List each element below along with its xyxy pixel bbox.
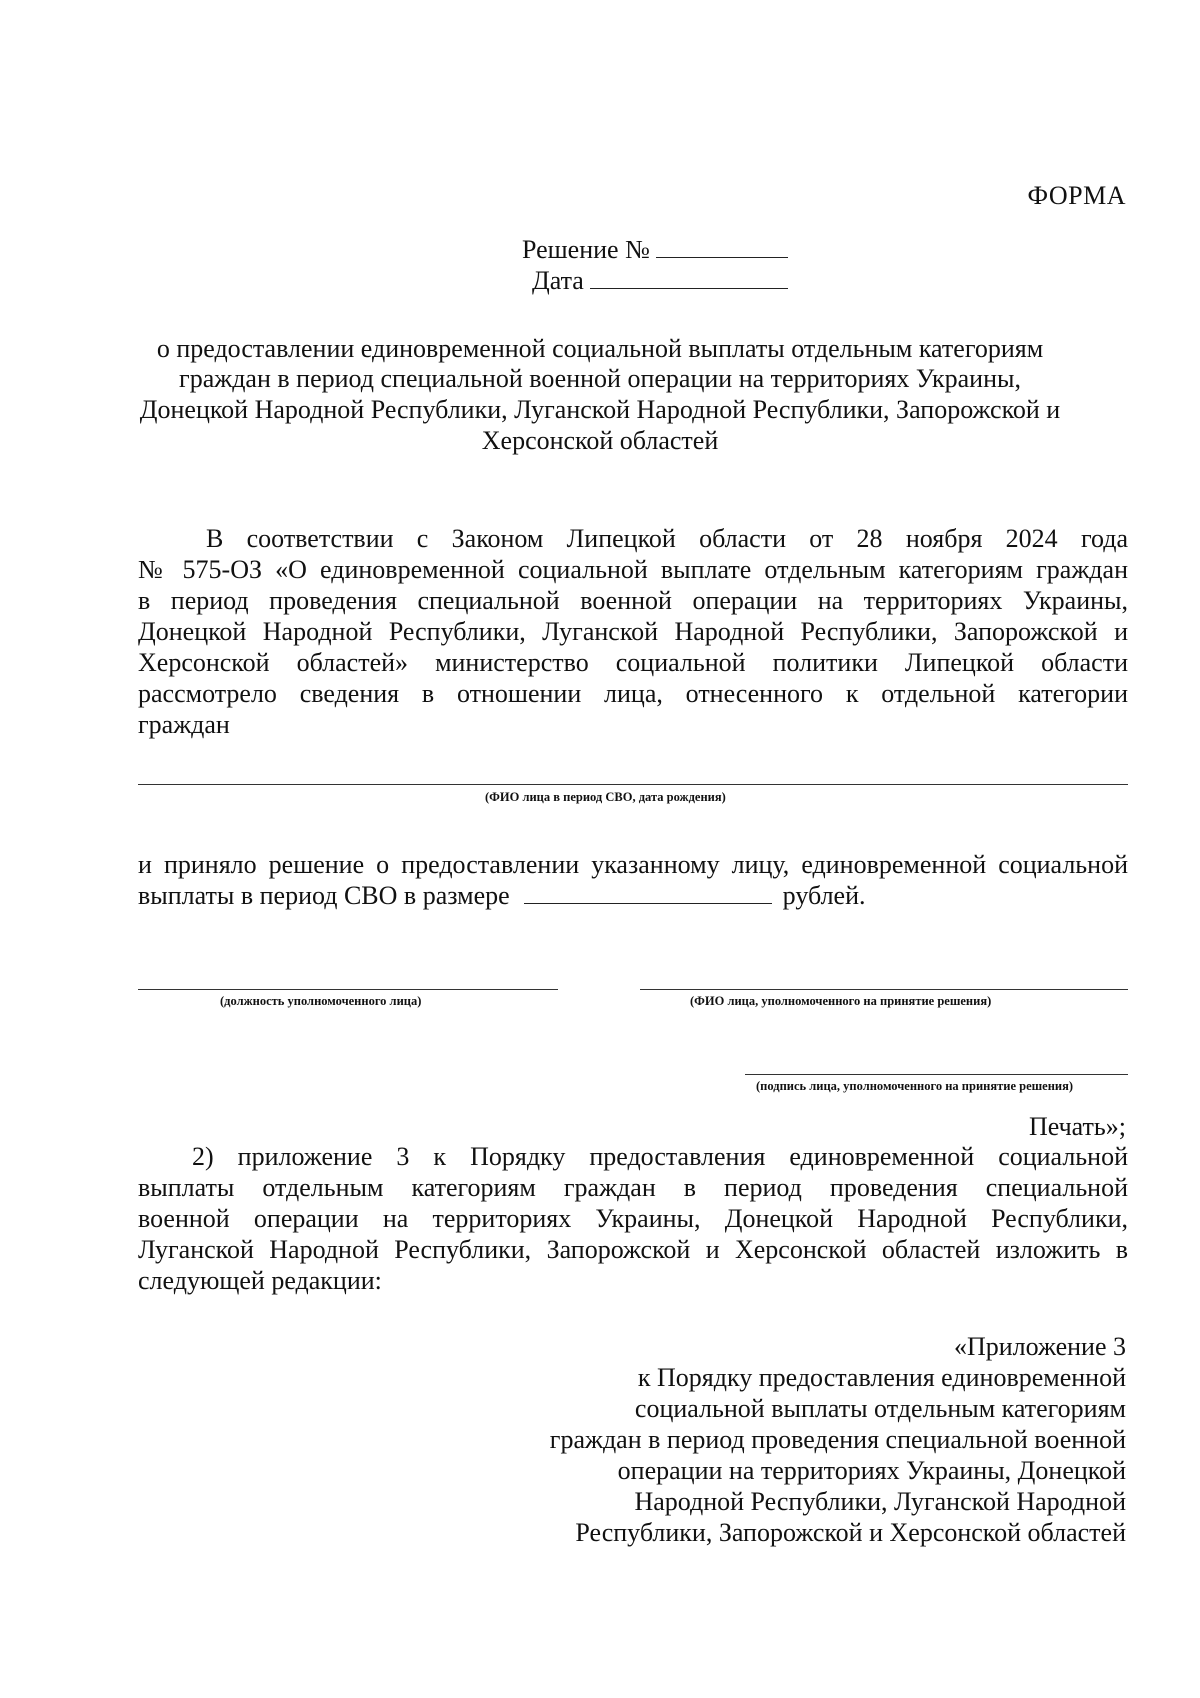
fio-line xyxy=(138,784,1128,785)
rubles-label: рублей. xyxy=(782,881,866,910)
decision-number xyxy=(522,234,788,265)
decision-number-blank xyxy=(656,235,788,258)
amount-blank xyxy=(524,881,772,904)
appendix-line-1: «Приложение 3 xyxy=(953,1332,1126,1361)
position-line xyxy=(138,989,558,990)
fio-authorized-caption: (ФИО лица, уполномоченного на принятие решения) xyxy=(690,994,992,1008)
appendix-line-2: к Порядку предоставления единовременной xyxy=(637,1363,1126,1392)
appendix-line-4: граждан в период проведения специальной военной xyxy=(549,1425,1126,1454)
body-line-6: рассмотрело сведения в отношении лица, отнесенного к отдельной категории xyxy=(138,679,1128,708)
title-line-2: граждан в период специальной военной операции на территориях Украины, xyxy=(179,364,1021,393)
position-caption: (должность уполномоченного лица) xyxy=(220,994,422,1008)
item2-line-2: выплаты отдельным категориям граждан в период проведения специальной xyxy=(138,1173,1128,1202)
decision-date-label: Дата xyxy=(532,266,584,295)
title-line-4: Херсонской областей xyxy=(481,426,719,455)
body-line-7: граждан xyxy=(138,710,230,739)
decision-amount-label: выплаты в период СВО в размере xyxy=(138,881,510,910)
fio-authorized-line xyxy=(640,989,1128,990)
appendix-line-6: Народной Республики, Луганской Народной xyxy=(634,1487,1126,1516)
appendix-line-3: социальной выплаты отдельным категориям xyxy=(634,1394,1126,1423)
appendix-line-5: операции на территориях Украины, Донецкой xyxy=(617,1456,1126,1485)
body-line-3: в период проведения специальной военной операции на территориях Украины, xyxy=(138,586,1128,615)
item2-line-3: военной операции на территориях Украины, Донецкой Народной Республики, xyxy=(138,1204,1128,1233)
body-line-2: № 575-ОЗ «О единовременной социальной выплате отдельным категориям граждан xyxy=(138,555,1128,584)
decision-line-1: и приняло решение о предоставлении указанному лицу, единовременной социальной xyxy=(138,850,1128,879)
decision-date xyxy=(532,265,788,296)
decision-line-2 xyxy=(138,880,866,911)
signature-line xyxy=(745,1074,1128,1075)
item2-line-1: 2) приложение 3 к Порядку предоставления единовременной социальной xyxy=(192,1142,1128,1171)
title-line-1: о предоставлении единовременной социальной выплаты отдельным категориям xyxy=(156,334,1044,363)
decision-date-blank xyxy=(590,266,788,289)
item2-line-5: следующей редакции: xyxy=(138,1266,382,1295)
fio-caption: (ФИО лица в период СВО, дата рождения) xyxy=(485,790,726,804)
title-line-3: Донецкой Народной Республики, Луганской Народной Республики, Запорожской и xyxy=(139,395,1061,424)
body-line-5: Херсонской областей» министерство социальной политики Липецкой области xyxy=(138,648,1128,677)
body-line-4: Донецкой Народной Республики, Луганской Народной Республики, Запорожской и xyxy=(138,617,1128,646)
decision-number-label: Решение № xyxy=(522,235,650,264)
seal-label: Печать»; xyxy=(1028,1112,1126,1141)
appendix-line-7: Республики, Запорожской и Херсонской областей xyxy=(575,1518,1126,1547)
body-line-1: В соответствии с Законом Липецкой области от 28 ноября 2024 года xyxy=(206,524,1128,553)
item2-line-4: Луганской Народной Республики, Запорожской и Херсонской областей изложить в xyxy=(138,1235,1128,1264)
form-label: ФОРМА xyxy=(1027,181,1126,210)
signature-caption: (подпись лица, уполномоченного на принятие решения) xyxy=(756,1079,1074,1093)
